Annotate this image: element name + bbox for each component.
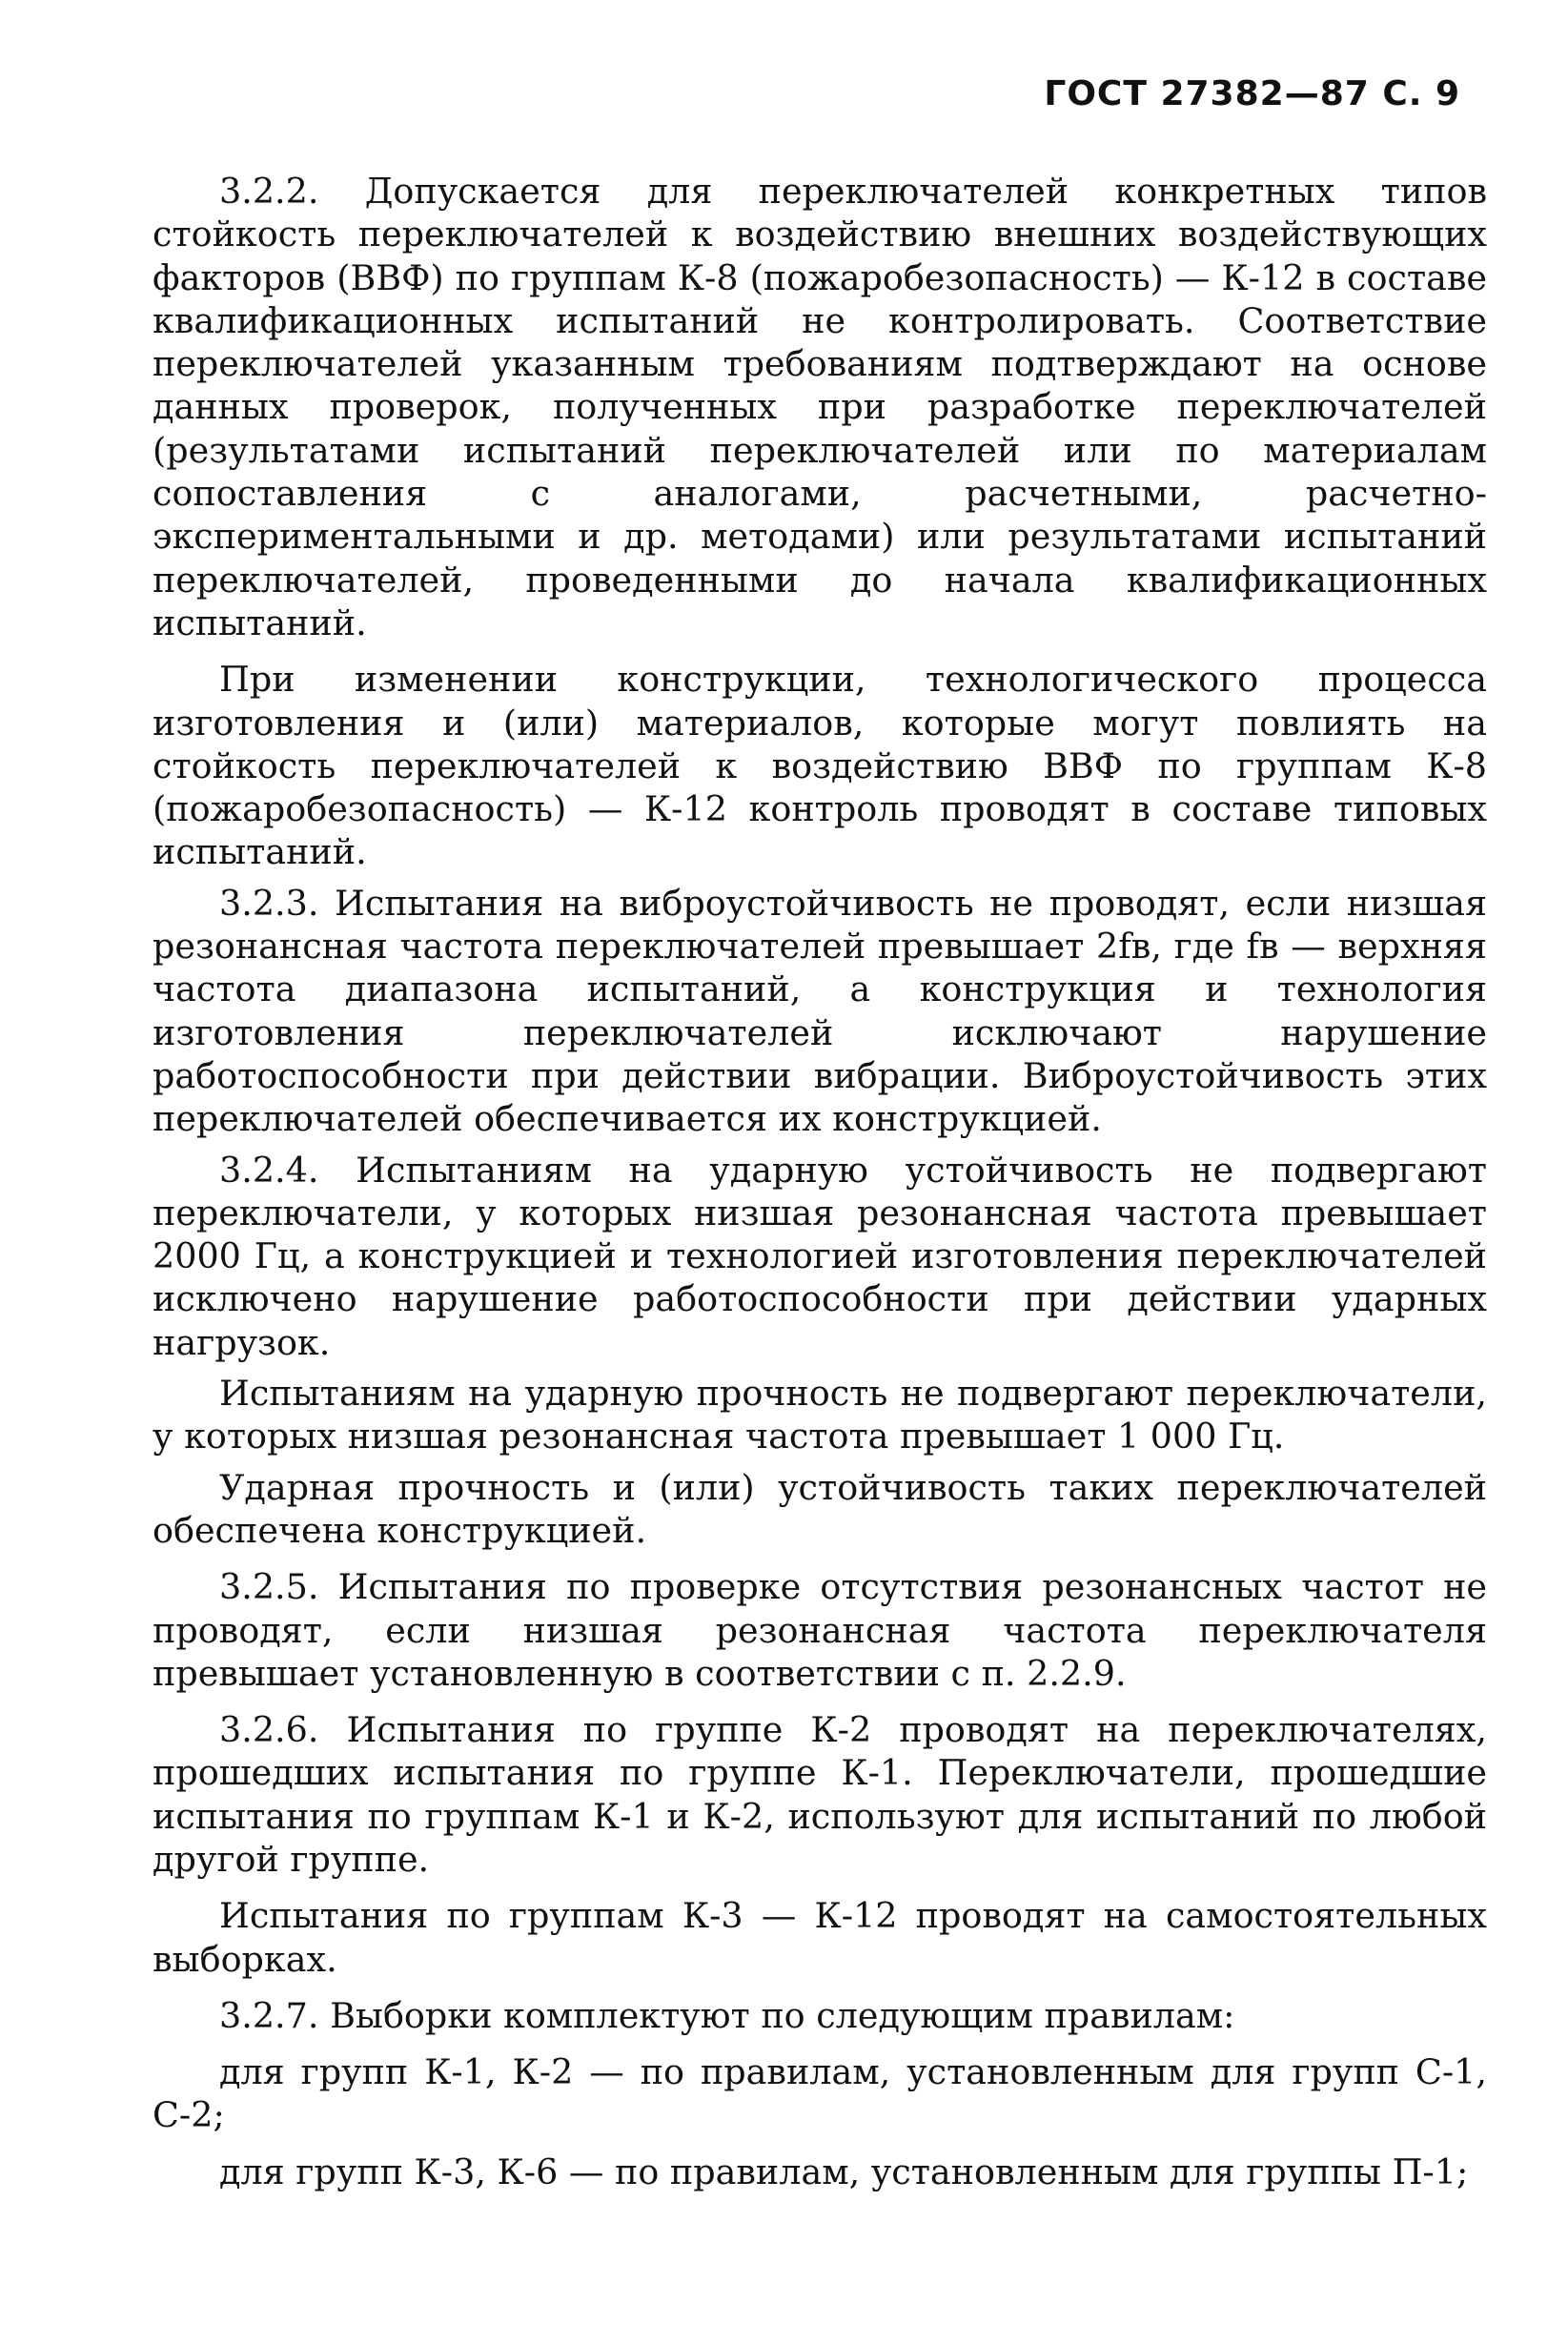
paragraph-groups-k1-k2: для групп К-1, К-2 — по правилам, установленным для групп С-1, С-2; bbox=[153, 2051, 1487, 2136]
paragraph-shock-provided: Ударная прочность и (или) устойчивость таких переключателей обеспечена конструкцией. bbox=[153, 1466, 1487, 1551]
page-header: ГОСТ 27382—87 С. 9 bbox=[1044, 74, 1460, 113]
paragraph-groups-k3-k6: для групп К-3, К-6 — по правилам, установленным для группы П-1; bbox=[219, 2150, 1469, 2192]
paragraph-separate-samples: Испытания по группам К-3 — К-12 проводят на самостоятельных выборках. bbox=[153, 1895, 1487, 1980]
paragraph-change-note: При изменении конструкции, технологического процесса изготовления и (или) материалов, которые могут повлиять на стойкость переключателей к воздействию ВВФ по группам К-8 (пожаробезопасность) — К-12 контроль проводят в составе типовых испытаний. bbox=[153, 659, 1487, 873]
paragraph-shock-strength: Испытаниям на ударную прочность не подвергают переключатели, у которых низшая резонансная частота превышает 1 000 Гц. bbox=[153, 1373, 1487, 1457]
paragraph-3-2-7: 3.2.7. Выборки комплектуют по следующим правилам: bbox=[219, 1994, 1235, 2036]
paragraph-3-2-3: 3.2.3. Испытания на виброустойчивость не проводят, если низшая резонансная частота переключателей превышает 2fв, где fв — верхняя частота диапазона испытаний, а конструкция и технология изготовления переключателей исключают нарушение работоспособности при действии вибрации. Виброустойчивость этих переключателей обеспечивается их конструкцией. bbox=[153, 882, 1487, 1140]
document-body bbox=[153, 170, 1487, 2207]
paragraph-3-2-6: 3.2.6. Испытания по группе К-2 проводят на переключателях, прошедших испытания по группе К-1. Переключатели, прошедшие испытания по группам К-1 и К-2, используют для испытаний по любой другой группе. bbox=[153, 1709, 1487, 1880]
paragraph-3-2-4: 3.2.4. Испытаниям на ударную устойчивость не подвергают переключатели, у которых низшая резонансная частота превышает 2000 Гц, а конструкцией и технологией изготовления переключателей исключено нарушение работоспособности при действии ударных нагрузок. bbox=[153, 1149, 1487, 1363]
paragraph-3-2-2: 3.2.2. Допускается для переключателей конкретных типов стойкость переключателей к воздействию внешних воздействующих факторов (ВВФ) по группам К-8 (пожаробезопасность) — К-12 в составе квалификационных испытаний не контролировать. Соответствие переключателей указанным требованиям подтверждают на основе данных проверок, полученных при разработке переключателей (результатами испытаний переключателей или по материалам сопоставления с аналогами, расчетными, расчетно-экспериментальными и др. методами) или результатами испытаний переключателей, проведенными до начала квалификационных испытаний. bbox=[153, 171, 1487, 643]
paragraph-3-2-5: 3.2.5. Испытания по проверке отсутствия резонансных частот не проводят, если низшая резонансная частота переключателя превышает установленную в соответствии с п. 2.2.9. bbox=[153, 1566, 1487, 1694]
